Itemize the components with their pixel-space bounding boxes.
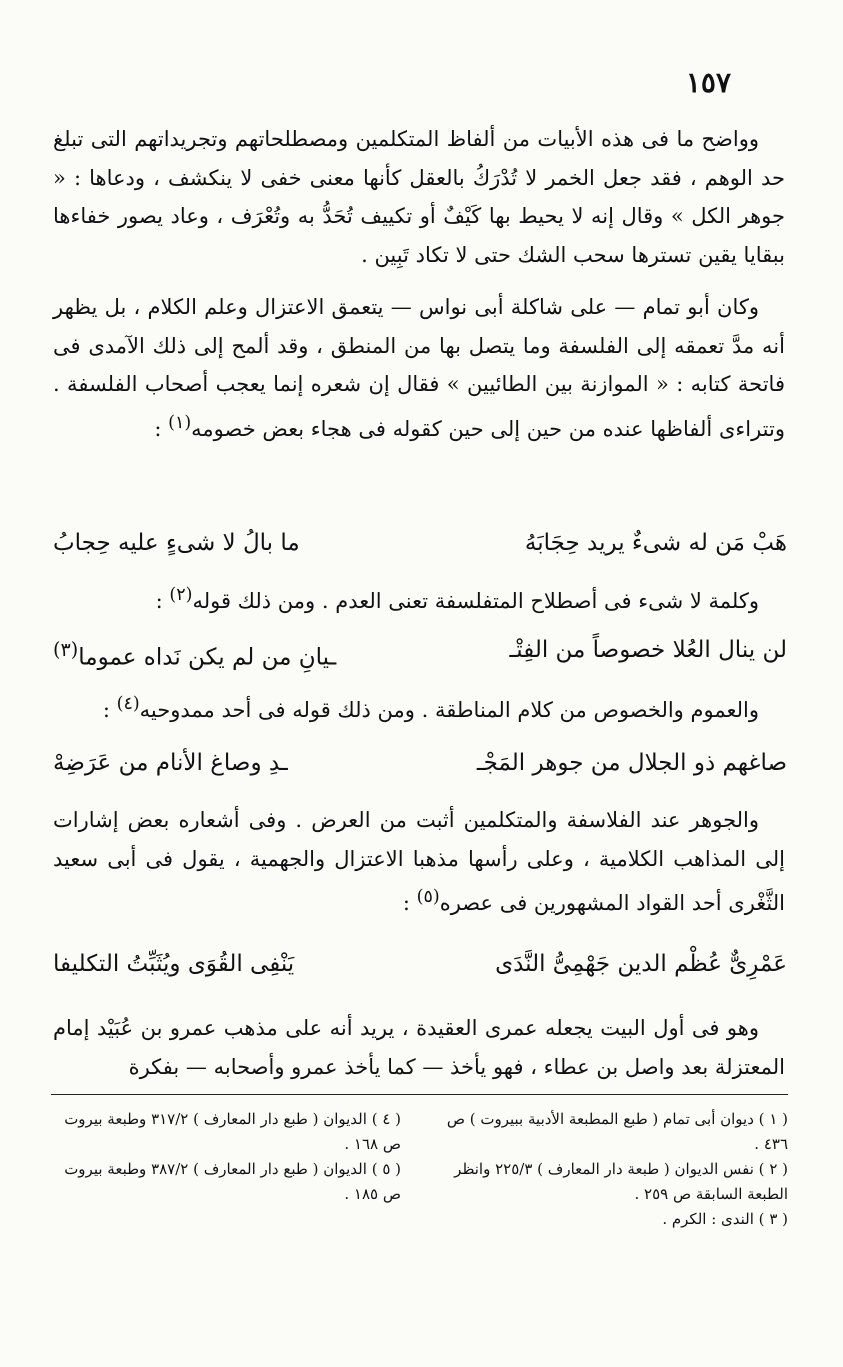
verse-2-second-hemistich [53, 630, 336, 678]
paragraph-5 [53, 801, 785, 923]
paragraph-2-text: وكان أبو تمام — على شاكلة أبى نواس — يتعمق الاعتزال وعلم الكلام ، بل يظهر أنه مدَّ تعمقه إلى الفلسفة وما يتصل بها من المنطق ، وقد ألمح إلى ذلك الآمدى فى فاتحة كتابه : « الموازنة بين الطائيين » فقال إن شعره إنما يعجب أصحاب الفلسفة . وتتراءى ألفاظها عنده من حين إلى حين كقوله فى هجاء بعض خصومه [53, 295, 785, 441]
paragraph-4-text: والعموم والخصوص من كلام المناطقة . ومن ذلك قوله فى أحد ممدوحيه [139, 698, 759, 722]
footnote-mark-1: (١) [168, 412, 192, 433]
paragraph-1: وواضح ما فى هذه الأبيات من ألفاظ المتكلمين ومصطلحاتهم وتجريداتهم التى تبلغ حد الوهم ، فقد جعل الخمر لا تُدْرَكُ بالعقل كأنها معنى خفى لا ينكشف ، ودعاها : « جوهر الكل » وقال إنه لا يحيط بها كَيْفٌ أو تكييف تُحَدُّ به وتُعْرَف ، وعاد يصور خفاءها ببقايا يقين تسترها سحب الشك حتى لا تكاد تَبِين . [53, 127, 785, 267]
footnote-mark-3: (٣) [53, 638, 79, 661]
verse-2-second-hemistich-text: ـيانِ من لم يكن نَداه عموما [78, 644, 337, 671]
paragraph-2 [53, 288, 785, 448]
footnote-4: ( ٤ ) الديوان ( طبع دار المعارف ) ٣١٧/٢ وطبعة بيروت ص ١٦٨ . [64, 1110, 401, 1153]
paragraph-2-end: : [154, 416, 169, 441]
verse-3 [53, 743, 787, 783]
paragraph-5-end: : [402, 891, 417, 915]
footnotes-right-column [438, 1107, 788, 1232]
verse-3-first-hemistich: صاغهم ذو الجلال من جوهر المَجْـ [476, 750, 787, 776]
verse-1-first-hemistich: هَبْ مَن له شىءٌ يريد حِجَابَهُ [524, 530, 787, 556]
verse-4 [53, 944, 787, 984]
paragraph-4-end: : [102, 698, 117, 722]
footnotes [51, 1107, 788, 1257]
paragraph-3-text: وكلمة لا شىء فى أصطلاح المتفلسفة تعنى العدم . ومن ذلك قوله [192, 589, 759, 613]
verse-4-first-hemistich: عَمْرِىٌّ عُظْم الدين جَهْمِىُّ النَّدَى [495, 951, 787, 977]
verse-4-second-hemistich: يَنْفِى القُوَى ويُثَبِّتُ التكليفا [53, 951, 295, 977]
paragraph-3 [53, 576, 785, 620]
footnote-mark-5: (٥) [416, 887, 440, 907]
paragraph-5-text: والجوهر عند الفلاسفة والمتكلمين أثبت من العرض . وفى أشعاره بعض إشارات إلى المذاهب الكلامية ، وعلى رأسها مذهبا الاعتزال والجهمية ، يقول فى أبى سعيد الثَّغْرى أحد القواد المشهورين فى عصره [53, 808, 785, 915]
footnotes-left-column [51, 1107, 401, 1207]
footnote-mark-2: (٢) [169, 585, 193, 605]
paragraph-3-end: : [155, 589, 170, 613]
footnote-2: ( ٢ ) نفس الديوان ( طبعة دار المعارف ) ٢٢٥/٣ وانظر الطبعة السابقة ص ٢٥٩ . [454, 1160, 788, 1203]
paragraph-4 [53, 685, 785, 729]
footnote-3: ( ٣ ) الندى : الكرم . [662, 1210, 788, 1228]
page-number: ١٥٧ [685, 66, 731, 99]
footnote-separator [51, 1094, 788, 1095]
footnote-1: ( ١ ) ديوان أبى تمام ( طبع المطبعة الأدبية ببيروت ) ص ٤٣٦ . [446, 1110, 788, 1153]
verse-1 [53, 523, 787, 563]
footnote-mark-4: (٤) [116, 694, 140, 714]
footnote-5: ( ٥ ) الديوان ( طبع دار المعارف ) ٣٨٧/٢ وطبعة بيروت ص ١٨٥ . [64, 1160, 401, 1203]
verse-2-first-hemistich: لن ينال العُلا خصوصاً من الفِتْـ [509, 637, 787, 663]
verse-2 [53, 630, 787, 670]
paragraph-6: وهو فى أول البيت يجعله عمرى العقيدة ، يريد أنه على مذهب عمرو بن عُبَيْد إمام المعتزلة بعد واصل بن عطاء ، فهو يأخذ — كما يأخذ عمرو وأصحابه — بفكرة [53, 1016, 785, 1079]
verse-1-second-hemistich: ما بالُ لا شىءٍ عليه حِجابُ [53, 530, 300, 556]
verse-3-second-hemistich: ـدِ وصاغ الأنام من عَرَضِهْ [53, 750, 288, 776]
